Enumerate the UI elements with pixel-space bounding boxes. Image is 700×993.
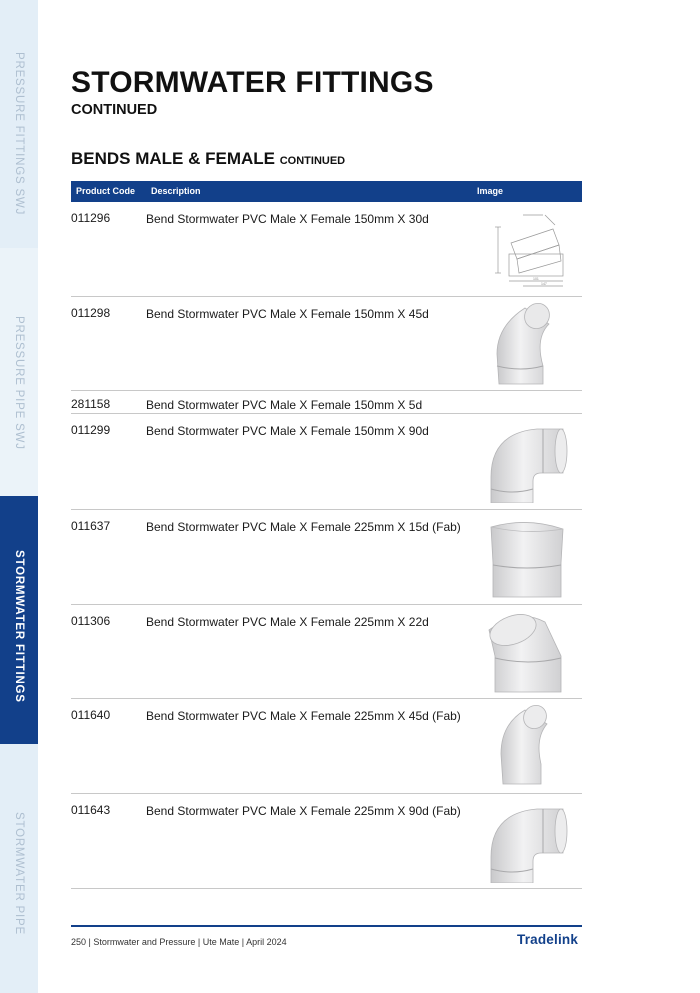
product-description: Bend Stormwater PVC Male X Female 225mm X 90d (Fab) [146,804,461,818]
product-description: Bend Stormwater PVC Male X Female 225mm X 15d (Fab) [146,520,461,534]
section-title [71,149,345,169]
header-image: Image [477,186,504,196]
side-tab-pressure-fittings-swj[interactable] [0,0,38,248]
product-description: Bend Stormwater PVC Male X Female 150mm X 90d [146,424,429,438]
bend-45-image [483,302,573,386]
bend-30-diagram-image [483,207,573,291]
side-tab-label: PRESSURE PIPE SWJ [13,316,25,450]
product-description: Bend Stormwater PVC Male X Female 150mm X 45d [146,307,429,321]
product-code: 011298 [71,306,111,320]
svg-text:101: 101 [533,277,539,281]
table-row [71,794,582,889]
side-tab-label: STORMWATER FITTINGS [13,550,25,703]
header-product-code: Product Code [76,186,136,196]
product-code: 011640 [71,708,111,722]
section-title-text: BENDS MALE & FEMALE [71,149,275,168]
footer-divider [71,925,582,927]
table-header [71,181,582,202]
product-code: 011637 [71,519,111,533]
product-description: Bend Stormwater PVC Male X Female 150mm X 5d [146,398,423,412]
product-code: 011296 [71,211,111,225]
product-code: 011306 [71,614,111,628]
footer-text: 250 | Stormwater and Pressure | Ute Mate | April 2024 [71,937,287,947]
bend-22-image [483,610,573,694]
table-row [71,202,582,297]
side-tab-label: STORMWATER PIPE [13,812,25,935]
product-code: 281158 [71,397,111,411]
side-tab-stormwater-pipe[interactable] [0,744,38,993]
bend-15-image [483,515,573,599]
side-tab-pressure-pipe-swj[interactable] [0,248,38,496]
svg-text:147: 147 [541,282,547,286]
bend-45-image [483,704,573,788]
side-navigation [0,0,38,993]
table-row [71,414,582,510]
table-row [71,297,582,391]
page-subtitle: CONTINUED [71,102,158,118]
table-row [71,391,582,414]
side-tab-stormwater-fittings-active[interactable] [0,496,38,744]
table-row [71,510,582,605]
section-title-suffix: CONTINUED [279,155,346,167]
product-description: Bend Stormwater PVC Male X Female 150mm X 30d [146,212,429,226]
product-code: 011299 [71,423,111,437]
product-description: Bend Stormwater PVC Male X Female 225mm X 22d [146,615,429,629]
product-description: Bend Stormwater PVC Male X Female 225mm X 45d (Fab) [146,709,461,723]
header-description: Description [151,186,201,196]
tradelink-logo: Tradelink [517,932,579,947]
bend-90-image [483,419,573,503]
table-row [71,605,582,699]
side-tab-label: PRESSURE FITTINGS SWJ [13,52,25,216]
table-row [71,699,582,794]
page-title: STORMWATER FITTINGS [71,66,434,99]
bend-90-image [483,799,573,883]
product-code: 011643 [71,803,111,817]
